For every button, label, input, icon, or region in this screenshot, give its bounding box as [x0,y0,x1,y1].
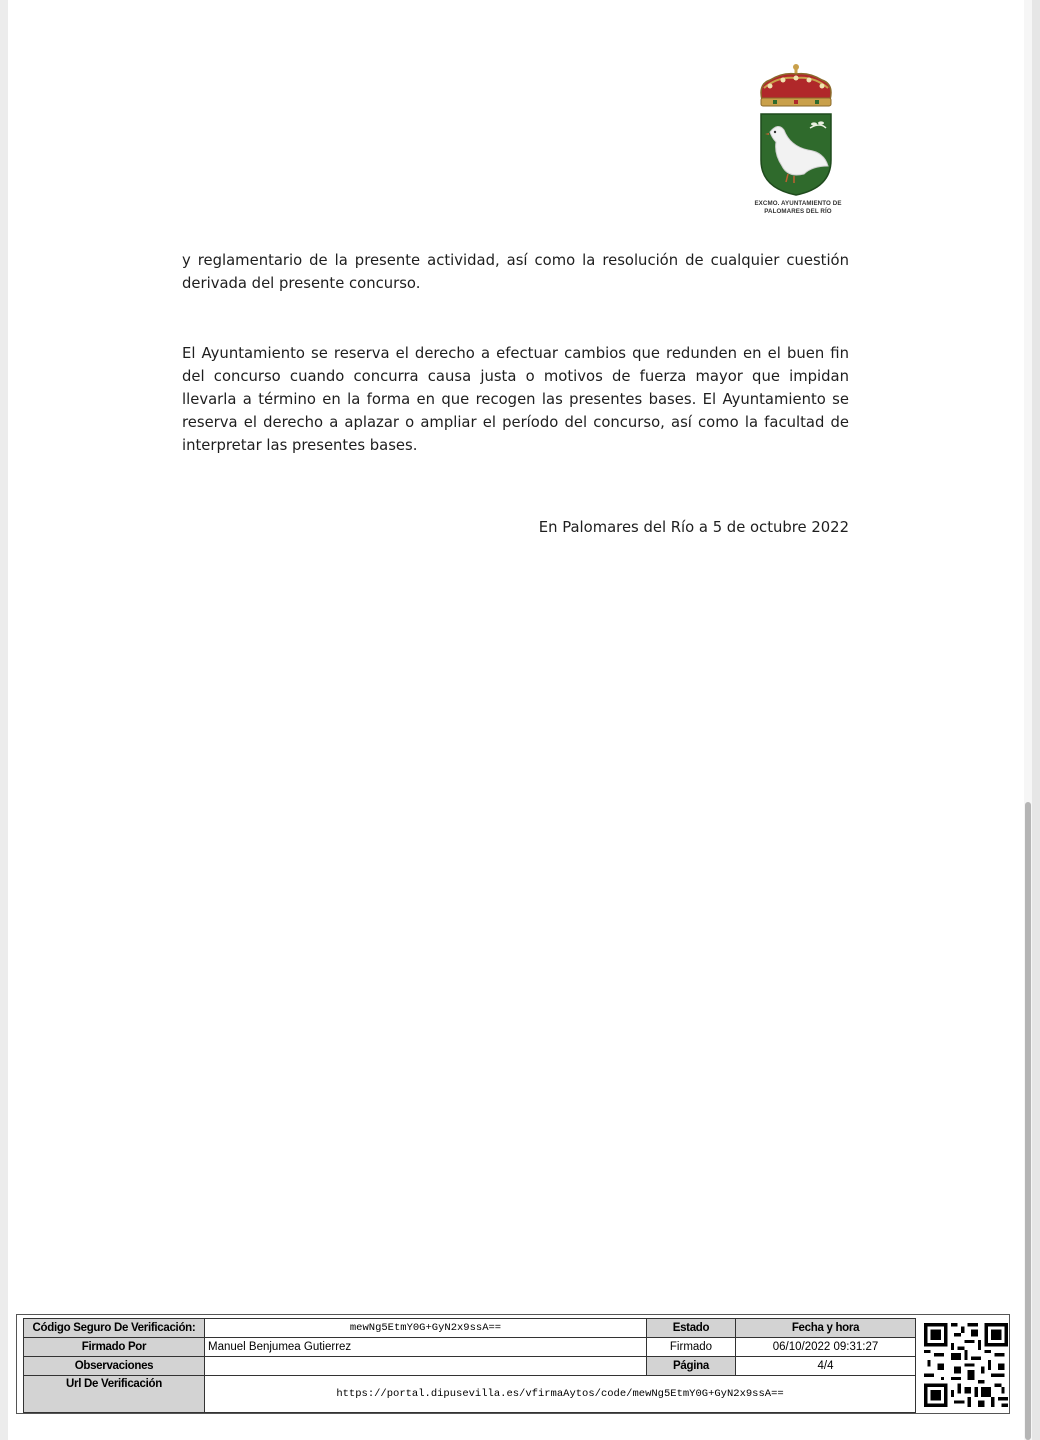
firmado-por-label: Firmado Por [24,1338,205,1357]
observaciones-value [205,1357,647,1376]
logo-caption: EXCMO. AYUNTAMIENTO DE PALOMARES DEL RÍO [754,200,842,215]
table-row [24,1376,916,1413]
url-label: Url De Verificación [24,1376,205,1413]
fecha-label: Fecha y hora [736,1319,916,1338]
fecha-value: 06/10/2022 09:31:27 [736,1338,916,1357]
coat-of-arms-icon [728,62,868,198]
body-paragraph-1: y reglamentario de la presente actividad, así como la resolución de cualquier cuestión derivada del presente concurso. [182,252,849,292]
body-paragraph-2: El Ayuntamiento se reserva el derecho a efectuar cambios que redunden en el buen fin del concurso cuando concurra causa justa o motivos de fuerza mayor que impidan llevarla a término en la forma en que recogen las presentes bases. El Ayuntamiento se reserva el derecho a aplazar o ampliar el período del concurso, así como la facultad de interpretar las presentes bases. [182,345,849,454]
estado-value: Firmado [647,1338,736,1357]
municipal-coat-of-arms-logo [728,62,868,224]
estado-label: Estado [647,1319,736,1338]
scrollbar-thumb[interactable] [1025,802,1031,1440]
verification-table [23,1318,916,1413]
document-page [8,0,1032,1440]
observaciones-label: Observaciones [24,1357,205,1376]
url-value[interactable]: https://portal.dipusevilla.es/vfirmaAytos/code/mewNg5EtmY0G+GyN2x9ssA== [205,1376,916,1413]
pagina-label: Página [647,1357,736,1376]
qr-code-icon [924,1323,1008,1407]
table-row [24,1338,916,1357]
firmado-por-value: Manuel Benjumea Gutierrez [205,1338,647,1357]
viewer-edge [1032,0,1040,1440]
table-row [24,1357,916,1376]
csv-value: mewNg5EtmY0G+GyN2x9ssA== [205,1319,647,1338]
place-and-date: En Palomares del Río a 5 de octubre 2022 [538,519,849,536]
table-row [24,1319,916,1338]
pagina-value: 4/4 [736,1357,916,1376]
csv-label: Código Seguro De Verificación: [24,1319,205,1338]
